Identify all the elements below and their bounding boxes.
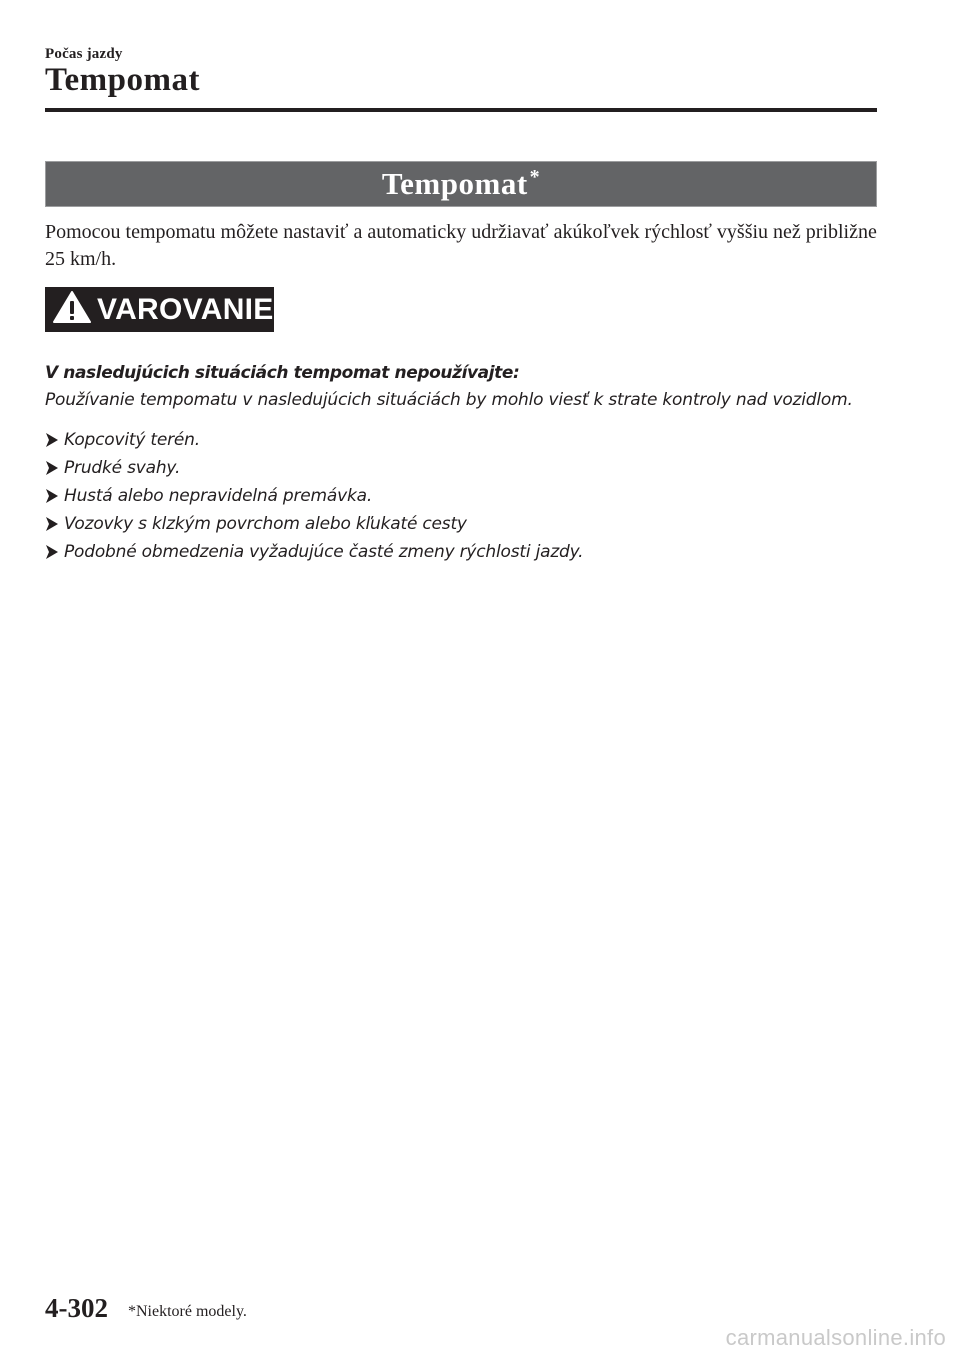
breadcrumb: Počas jazdy <box>45 46 123 62</box>
list-item-text: Kopcovitý terén. <box>64 430 200 450</box>
footnote: *Niektoré modely. <box>128 1303 247 1320</box>
list-item-text: Podobné obmedzenia vyžadujúce časté zmeny rýchlosti jazdy. <box>64 542 584 562</box>
list-item <box>45 482 865 510</box>
section-title-text: Tempomat <box>381 166 528 201</box>
list-item <box>45 510 865 538</box>
page-number: 4-302 <box>45 1293 108 1323</box>
arrow-bullet-icon <box>45 432 61 448</box>
arrow-bullet-icon <box>45 516 61 532</box>
title-divider <box>45 108 877 112</box>
warning-body <box>45 361 865 566</box>
list-item-text: Hustá alebo nepravidelná premávka. <box>64 486 373 506</box>
intro-paragraph: Pomocou tempomatu môžete nastaviť a automaticky udržiavať akúkoľvek rýchlosť vyššiu než približne 25 km/h. <box>45 221 877 270</box>
warning-text: Používanie tempomatu v nasledujúcich situáciách by mohlo viesť k strate kontroly nad vozidlom. <box>45 390 853 410</box>
arrow-bullet-icon <box>45 488 61 504</box>
watermark: carmanualsonline.info <box>725 1325 946 1350</box>
warning-list <box>45 426 865 566</box>
section-title <box>382 166 540 202</box>
warning-badge <box>45 287 274 332</box>
list-item-text: Prudké svahy. <box>64 458 181 478</box>
page-title: Tempomat <box>45 62 200 98</box>
list-item-text: Vozovky s klzkým povrchom alebo kľukaté cesty <box>64 514 467 534</box>
list-item <box>45 454 865 482</box>
warning-heading: V nasledujúcich situáciách tempomat nepoužívajte: <box>45 363 520 383</box>
warning-triangle-icon <box>45 290 91 329</box>
warning-label: VAROVANIE <box>97 292 274 326</box>
arrow-bullet-icon <box>45 460 61 476</box>
section-banner <box>45 161 877 207</box>
list-item <box>45 426 865 454</box>
optional-feature-asterisk: * <box>529 166 541 188</box>
arrow-bullet-icon <box>45 544 61 560</box>
list-item <box>45 538 865 566</box>
